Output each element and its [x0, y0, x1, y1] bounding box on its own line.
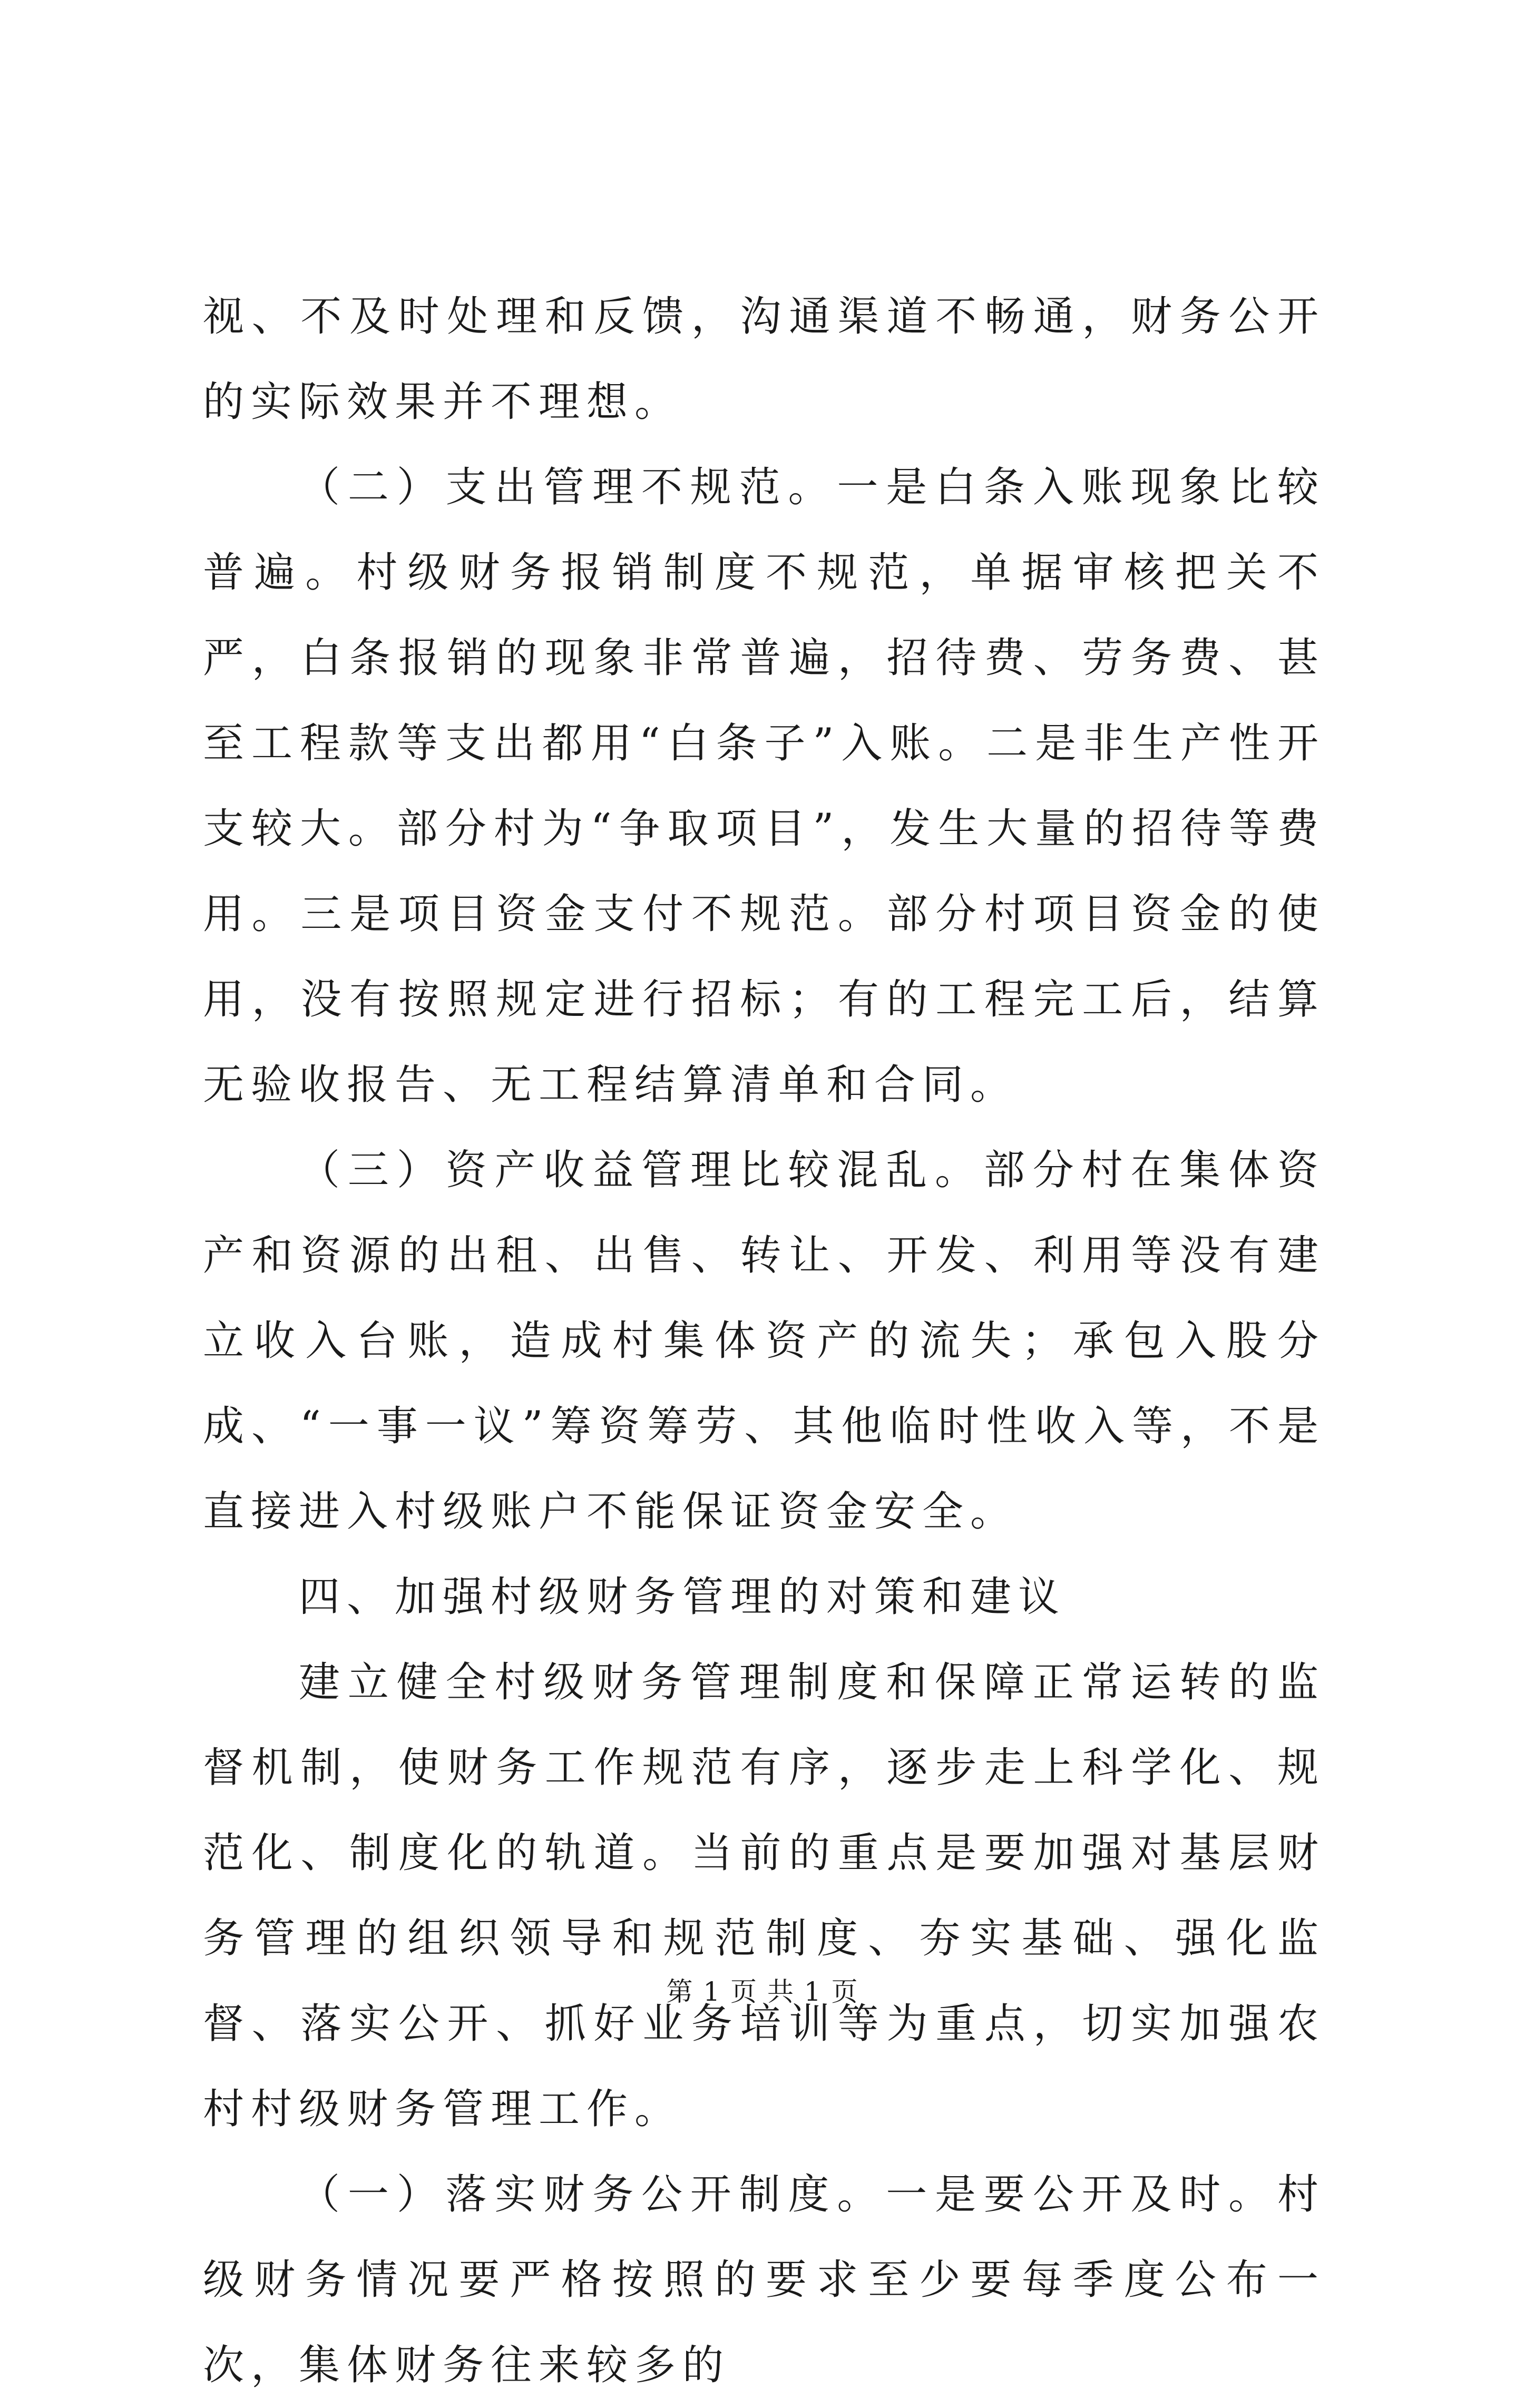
paragraph-financial-disclosure: （一）落实财务公开制度。一是要公开及时。村级财务情况要严格按照的要求至少要每季度公布一次，集体财务往来较多的	[203, 2171, 1325, 2389]
paragraph-expenditure-management: （二）支出管理不规范。一是白条入账现象比较普遍。村级财务报销制度不规范，单据审核把关不严，白条报销的现象非常普遍，招待费、劳务费、甚至工程款等支出都用“白条子”入账。二是非生产性开支较大。部分村为“争取项目”，发生大量的招待等费用。三是项目资金支付不规范。部分村项目资金的使用，没有按照规定进行招标；有的工程完工后，结算无验收报告、无工程结算清单和合同。	[203, 464, 1325, 1109]
section-heading-countermeasures: 四、加强村级财务管理的对策和建议	[299, 1573, 1067, 1621]
page-footer: 第 1 页 共 1 页	[666, 1976, 859, 2007]
paragraph-continuation: 视、不及时处理和反馈，沟通渠道不畅通，财务公开的实际效果并不理想。	[203, 293, 1325, 426]
paragraph-asset-income-management: （三）资产收益管理比较混乱。部分村在集体资产和资源的出租、出售、转让、开发、利用等没有建立收入台账，造成村集体资产的流失；承包入股分成、“一事一议”筹资筹劳、其他临时性收入等，不是直接进入村级账户不能保证资金安全。	[203, 1147, 1325, 1535]
paragraph-establish-system: 建立健全村级财务管理制度和保障正常运转的监督机制，使财务工作规范有序，逐步走上科学化、规范化、制度化的轨道。当前的重点是要加强对基层财务管理的组织领导和规范制度、夯实基础、强化监督、落实公开、抓好业务培训等为重点，切实加强农村村级财务管理工作。	[203, 1659, 1325, 2133]
document-body	[203, 274, 1325, 2408]
